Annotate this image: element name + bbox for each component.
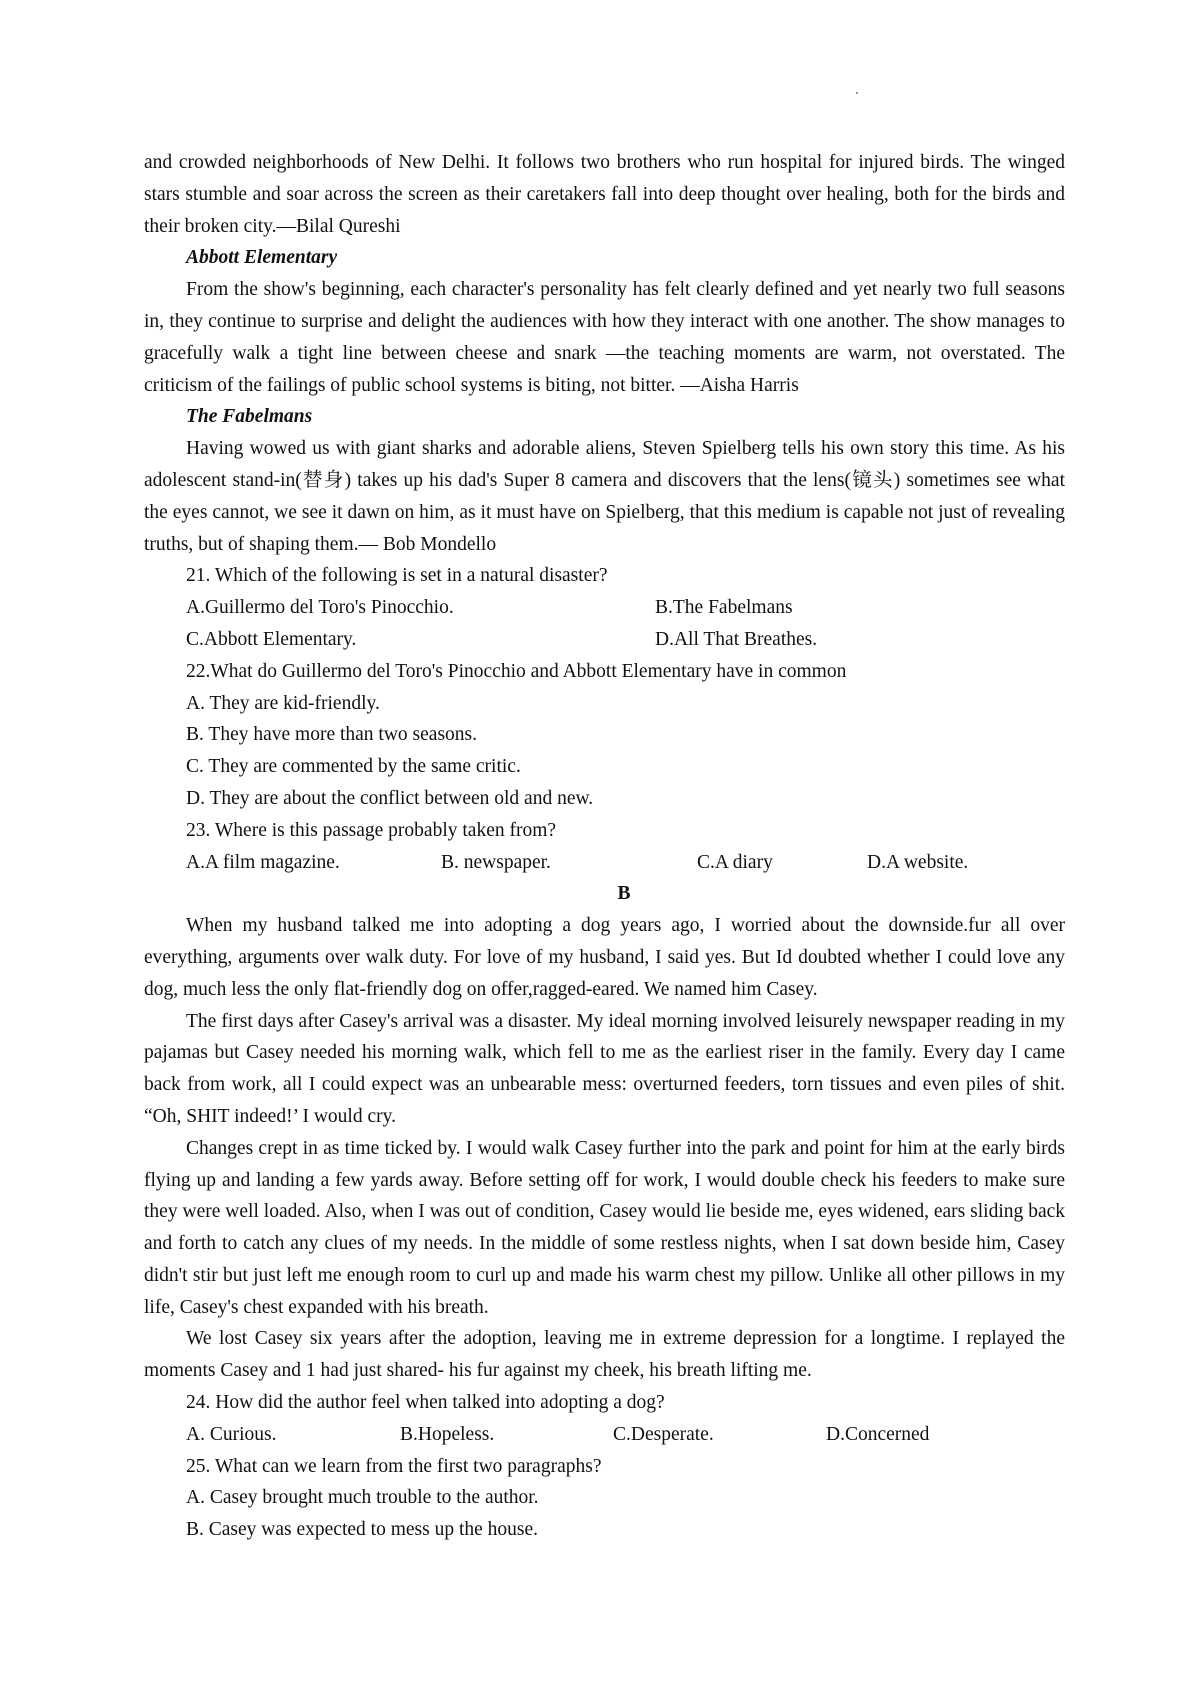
question-22-option-c: C. They are commented by the same critic. — [186, 756, 521, 778]
question-22-option-b: B. They have more than two seasons. — [186, 724, 477, 746]
question-25-option-a: A. Casey brought much trouble to the author. — [186, 1487, 539, 1509]
question-22-option-a: A. They are kid-friendly. — [186, 692, 380, 714]
question-21-stem: 21. Which of the following is set in a natural disaster? — [186, 565, 608, 587]
question-23-stem: 23. Where is this passage probably taken from? — [186, 819, 557, 841]
question-24-option-a: A. Curious. — [186, 1423, 277, 1445]
passage-a-continuation: and crowded neighborhoods of New Delhi. It follows two brothers who run hospital for injured birds. The winged stars stumble and soar across the screen as their caretakers fall into deep thought over healing, both for the birds and their broken city.—Bilal Qureshi — [144, 152, 1065, 237]
question-21-options-row-1 — [144, 592, 1065, 624]
passage-b-paragraph-2: The first days after Casey's arrival was a disaster. My ideal morning involved leisurely newspaper reading in my pajamas but Casey needed his morning walk, which fell to me as the earliest riser in the family. Every day I came back from work, all I could expect was an unbearable mess: overturned feeders, torn tissues and even piles of shit. “Oh, SHIT indeed!’ I would cry. — [144, 1010, 1065, 1127]
question-24-options — [144, 1419, 1065, 1451]
review-text-fabelmans: Having wowed us with giant sharks and adorable aliens, Steven Spielberg tells his own story this time. As his adolescent stand-in(替身) takes up his dad's Super 8 camera and discovers that the lens(镜头) sometimes see what the eyes cannot, we see it dawn on him, as it must have on Spielberg, that this medium is capable not just of revealing truths, but of shaping them.— Bob Mondello — [144, 438, 1065, 555]
question-21-option-b: B.The Fabelmans — [655, 597, 793, 619]
question-22-option-d: D. They are about the conflict between old and new. — [186, 787, 594, 809]
passage-b-paragraph-4: We lost Casey six years after the adoption, leaving me in extreme depression for a longtime. I replayed the moments Casey and 1 had just shared- his fur against my cheek, his breath lifting me. — [144, 1328, 1065, 1382]
review-title-abbott: Abbott Elementary — [186, 247, 338, 269]
question-24-option-d: D.Concerned — [826, 1423, 930, 1445]
question-23-option-a: A.A film magazine. — [186, 851, 340, 873]
review-text-abbott: From the show's beginning, each character's personality has felt clearly defined and yet nearly two full seasons in, they continue to surprise and delight the audiences with how they interact with one another. The show manages to gracefully walk a tight line between cheese and snark —the teaching moments are warm, not overstated. The criticism of the failings of public school systems is biting, not bitter. —Aisha Harris — [144, 279, 1065, 396]
question-21-option-a: A.Guillermo del Toro's Pinocchio. — [186, 597, 454, 619]
question-21-option-c: C.Abbott Elementary. — [186, 628, 357, 650]
question-25-option-b: B. Casey was expected to mess up the house. — [186, 1519, 539, 1541]
passage-b-paragraph-3: Changes crept in as time ticked by. I would walk Casey further into the park and point for him at the early birds flying up and landing a few yards away. Before setting off for work, I would double check his feeders to make sure they were well loaded. Also, when I was out of condition, Casey would lie beside me, eyes widened, ears sliding back and forth to catch any clues of my needs. In the middle of some restless nights, when I sat down beside him, Casey didn't stir but just left me enough room to curl up and made his warm chest my pillow. Unlike all other pillows in my life, Casey's chest expanded with his breath. — [144, 1137, 1065, 1318]
question-23-option-c: C.A diary — [697, 851, 773, 873]
question-25-stem: 25. What can we learn from the first two paragraphs? — [186, 1455, 602, 1477]
question-24-option-b: B.Hopeless. — [400, 1423, 495, 1445]
question-23-option-d: D.A website. — [867, 851, 969, 873]
passage-b-paragraph-1: When my husband talked me into adopting a dog years ago, I worried about the downside.fur all over everything, arguments over walk duty. For love of my husband, I said yes. But Id doubted whether I could love any dog, much less the only flat-friendly dog on offer,ragged-eared. We named him Casey. — [144, 915, 1065, 1000]
question-24-stem: 24. How did the author feel when talked into adopting a dog? — [186, 1392, 665, 1414]
question-21-options-row-2 — [144, 624, 1065, 656]
exam-page — [144, 147, 1065, 1546]
section-b-heading: B — [617, 883, 631, 905]
question-21-option-d: D.All That Breathes. — [655, 628, 818, 650]
question-22-stem: 22.What do Guillermo del Toro's Pinocchio and Abbott Elementary have in common — [186, 660, 847, 682]
question-23-options — [144, 847, 1065, 879]
question-24-option-c: C.Desperate. — [613, 1423, 714, 1445]
review-title-fabelmans: The Fabelmans — [186, 406, 313, 428]
scan-dot — [856, 92, 858, 94]
question-23-option-b: B. newspaper. — [441, 851, 551, 873]
